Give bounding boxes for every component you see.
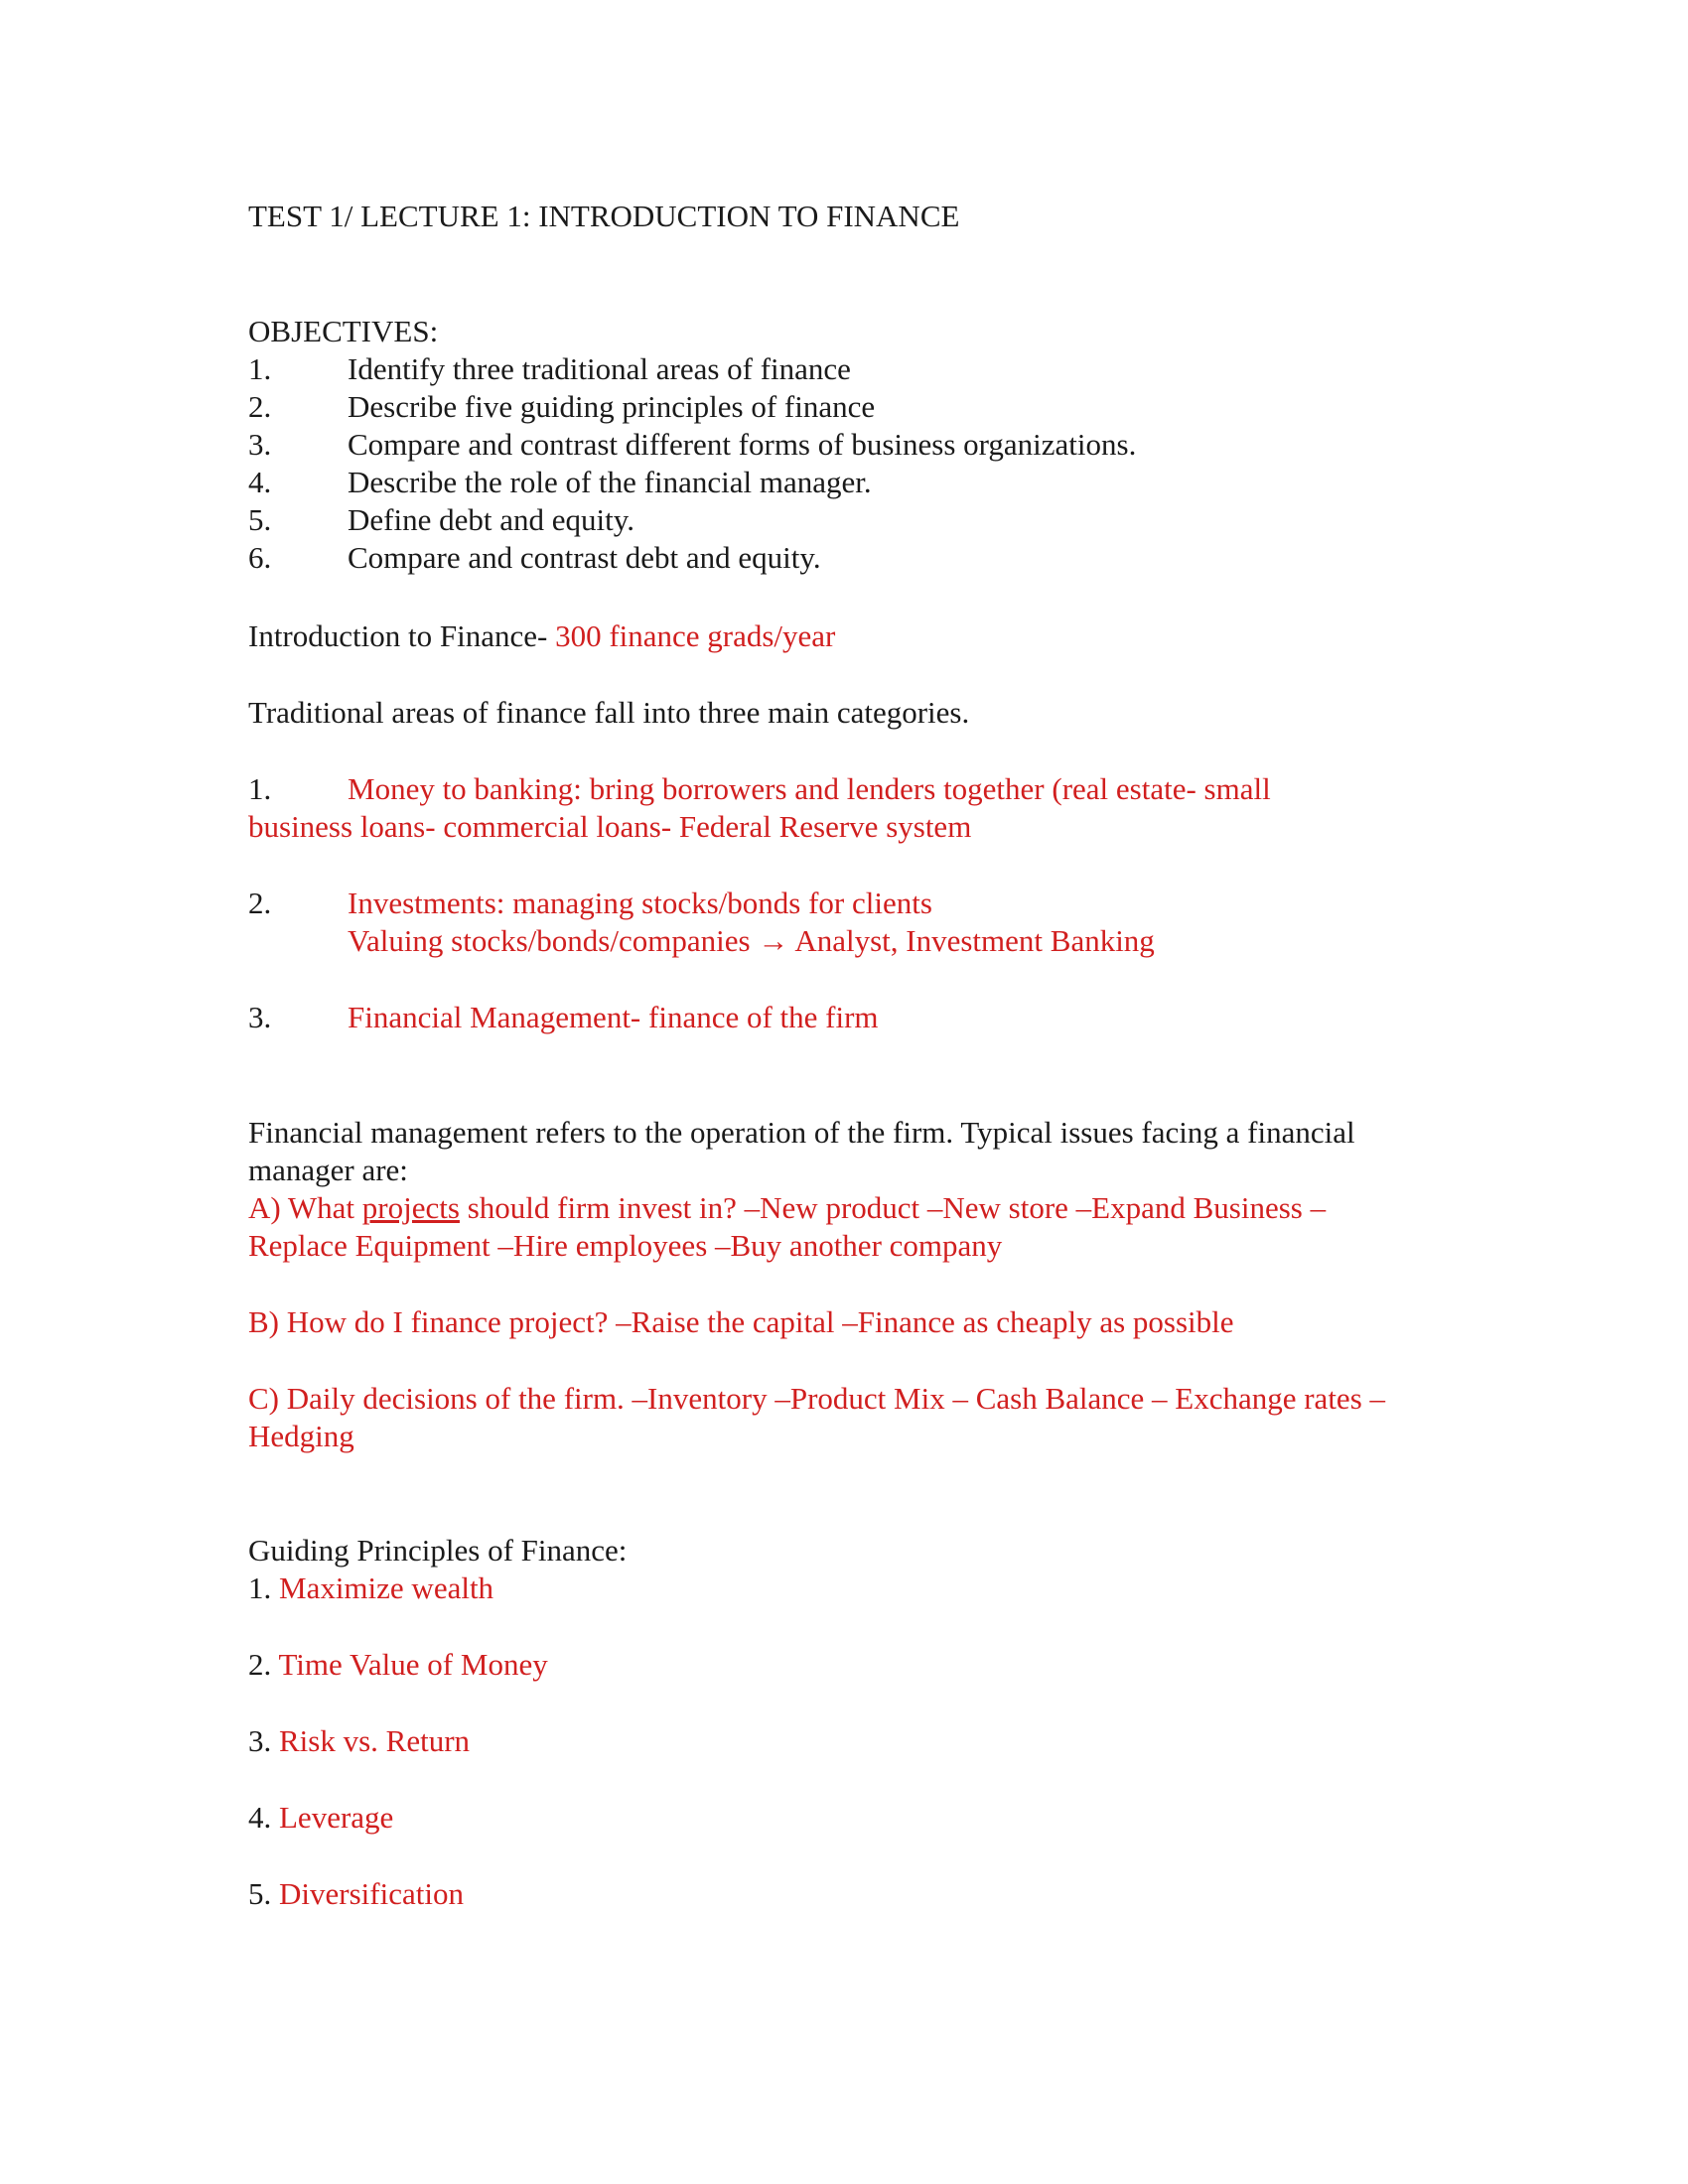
principles-section <box>248 1532 1440 1607</box>
principle-number: 5. <box>248 1876 272 1911</box>
traditional-item-row <box>248 922 1440 960</box>
intro-line <box>248 617 1440 655</box>
traditional-heading-text: Traditional areas of finance fall into three main categories. <box>248 695 970 730</box>
principle-text: Leverage <box>279 1800 394 1835</box>
traditional-text-continued: Valuing stocks/bonds/companies → Analyst, Investment Banking <box>348 923 1155 958</box>
traditional-text: Financial Management- finance of the firm <box>348 1000 879 1034</box>
financial-management-section <box>248 1114 1390 1265</box>
principle-number: 1. <box>248 1570 272 1605</box>
title-text: TEST 1/ LECTURE 1: INTRODUCTION TO FINANCE <box>248 199 960 233</box>
principle-item <box>248 1646 1440 1684</box>
objective-number: 2. <box>248 389 272 424</box>
principle-item <box>248 1875 1440 1913</box>
objective-item <box>248 539 1440 577</box>
objective-number: 5. <box>248 502 272 537</box>
issue-b-text: B) How do I finance project? –Raise the capital –Finance as cheaply as possible <box>248 1304 1234 1339</box>
principle-item <box>248 1570 1440 1607</box>
objective-number: 6. <box>248 540 272 575</box>
principle-text: Time Value of Money <box>278 1647 548 1682</box>
objectives-heading: OBJECTIVES: <box>248 314 439 348</box>
objective-text: Identify three traditional areas of finance <box>348 351 851 386</box>
principle-item <box>248 1722 1440 1760</box>
objective-item <box>248 388 1440 426</box>
principle-number: 4. <box>248 1800 272 1835</box>
principle-number: 3. <box>248 1723 272 1758</box>
issue-c <box>248 1380 1390 1455</box>
traditional-item-1 <box>248 770 1440 846</box>
intro-note: 300 finance grads/year <box>547 618 836 653</box>
traditional-item-row <box>248 770 1440 808</box>
objectives-section <box>248 313 1440 577</box>
traditional-heading <box>248 694 1440 732</box>
objective-text: Compare and contrast different forms of business organizations. <box>348 427 1137 462</box>
objective-item <box>248 426 1440 464</box>
issue-c-text: C) Daily decisions of the firm. –Inventory –Product Mix – Cash Balance – Exchange rates – Hedging <box>248 1381 1386 1453</box>
issue-a <box>248 1189 1390 1265</box>
objective-item <box>248 350 1440 388</box>
issue-a-suffix: should firm invest in? –New product –New store –Expand Business – Replace Equipment –Hire employees –Buy another company <box>248 1190 1327 1263</box>
traditional-text: Investments: managing stocks/bonds for clients <box>348 886 932 920</box>
traditional-number: 1. <box>248 771 272 806</box>
traditional-item-2 <box>248 885 1440 960</box>
objective-text: Define debt and equity. <box>348 502 634 537</box>
traditional-item-row <box>248 885 1440 922</box>
objective-text: Describe five guiding principles of finance <box>348 389 876 424</box>
objective-item <box>248 464 1440 501</box>
traditional-item-row <box>248 999 1440 1036</box>
issue-a-underlined: projects <box>361 1190 460 1225</box>
traditional-item-3 <box>248 999 1440 1036</box>
objective-number: 3. <box>248 427 272 462</box>
traditional-number: 2. <box>248 886 272 920</box>
traditional-text-continued: business loans- commercial loans- Federal Reserve system <box>248 809 972 844</box>
principle-text: Maximize wealth <box>279 1570 494 1605</box>
principle-text: Risk vs. Return <box>279 1723 471 1758</box>
page-title <box>248 198 1440 235</box>
objective-item <box>248 501 1440 539</box>
issue-b <box>248 1303 1390 1341</box>
principle-item <box>248 1799 1440 1837</box>
principle-text: Diversification <box>279 1876 464 1911</box>
objective-number: 4. <box>248 465 272 499</box>
objective-text: Describe the role of the financial manager. <box>348 465 872 499</box>
objective-number: 1. <box>248 351 272 386</box>
traditional-number: 3. <box>248 1000 272 1034</box>
financial-management-intro: Financial management refers to the operation of the firm. Typical issues facing a financial manager are: <box>248 1115 1355 1187</box>
intro-label: Introduction to Finance- <box>248 618 548 653</box>
principle-number: 2. <box>248 1647 272 1682</box>
objective-text: Compare and contrast debt and equity. <box>348 540 821 575</box>
traditional-text: Money to banking: bring borrowers and lenders together (real estate- small <box>348 771 1271 806</box>
principles-heading: Guiding Principles of Finance: <box>248 1533 628 1568</box>
issue-a-prefix: A) What <box>248 1190 362 1225</box>
